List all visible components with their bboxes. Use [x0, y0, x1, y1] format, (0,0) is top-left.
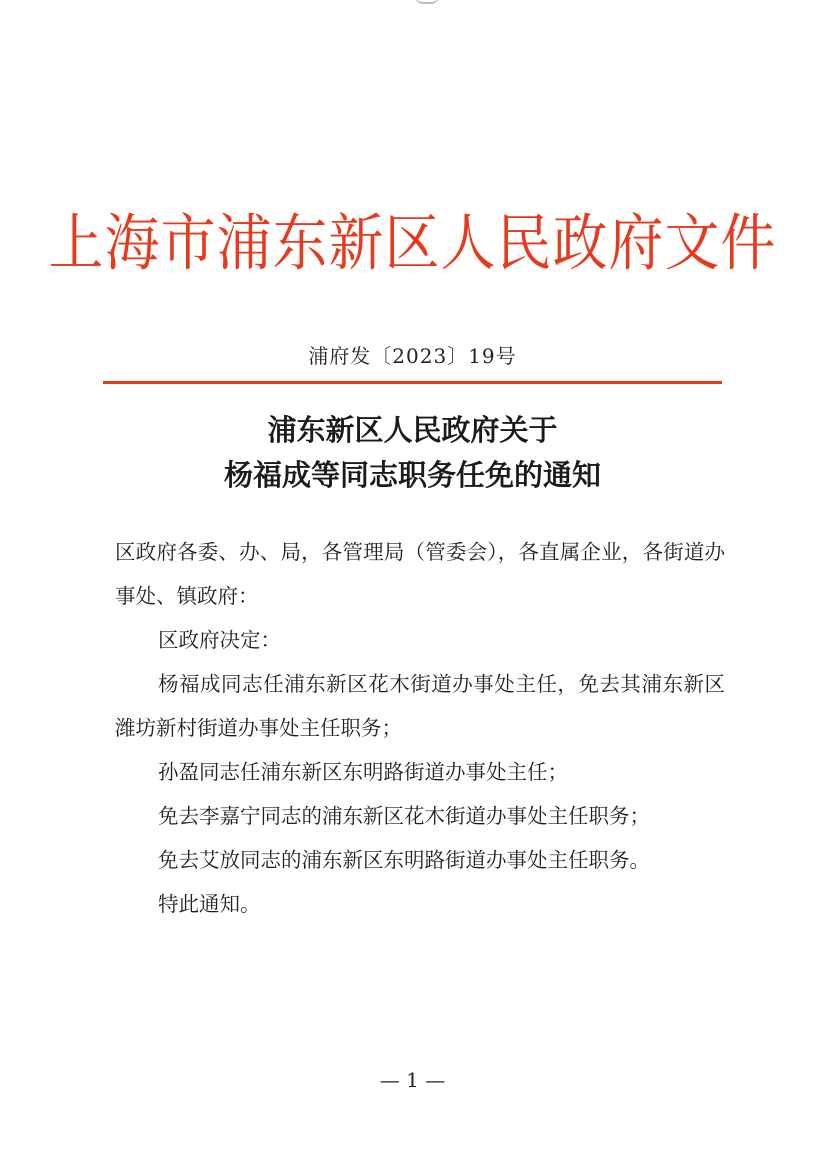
- paragraph-removal-1: 免去李嘉宁同志的浦东新区花木街道办事处主任职务；: [158, 804, 650, 828]
- binding-mark: [415, 0, 439, 4]
- paragraph-appointment-2: 孙盈同志任浦东新区东明路街道办事处主任；: [158, 760, 568, 784]
- notice-body: [115, 530, 725, 926]
- document-number: 浦府发〔2023〕19号: [308, 344, 517, 368]
- red-divider-line: [103, 381, 722, 384]
- masthead-title: 上海市浦东新区人民政府文件: [48, 206, 777, 279]
- paragraph-closing: 特此通知。: [158, 892, 261, 916]
- paragraph-removal-2: 免去艾放同志的浦东新区东明路街道办事处主任职务。: [158, 848, 650, 872]
- page-number: — 1 —: [379, 1068, 446, 1092]
- paragraph-decision: 区政府决定：: [158, 628, 281, 652]
- paragraph-appointment-1: 杨福成同志任浦东新区花木街道办事处主任，免去其浦东新区潍坊新村街道办事处主任职务；: [115, 672, 725, 740]
- notice-title: [0, 408, 825, 498]
- notice-title-line-2: 杨福成等同志职务任免的通知: [223, 458, 601, 492]
- notice-title-line-1: 浦东新区人民政府关于: [267, 413, 558, 447]
- addressee: 区政府各委、办、局，各管理局（管委会），各直属企业，各街道办事处、镇政府：: [115, 540, 725, 608]
